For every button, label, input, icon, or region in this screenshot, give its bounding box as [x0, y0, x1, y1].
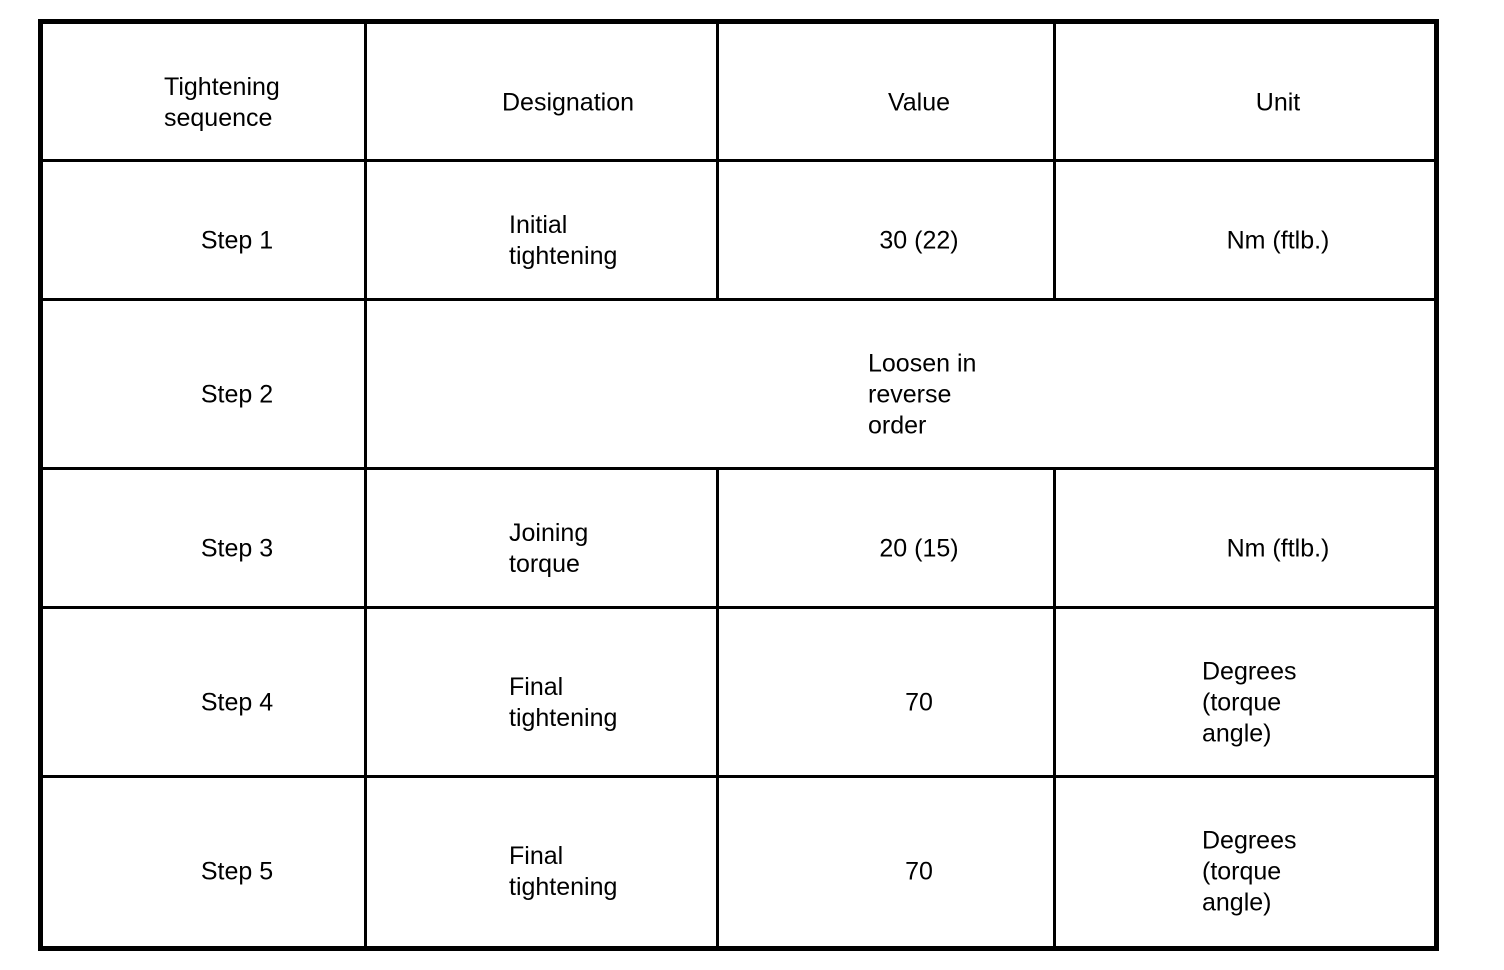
- header-unit: Unit: [1255, 88, 1301, 117]
- row1-step: Step 1: [200, 226, 274, 255]
- row5-designation: [509, 841, 617, 903]
- text-line: angle): [1202, 719, 1272, 748]
- text-line: tightening: [509, 704, 618, 732]
- text-line: sequence: [164, 104, 273, 132]
- header-tightening-sequence: [164, 72, 280, 134]
- text-line: order: [868, 411, 927, 440]
- row1-value: 30 (22): [879, 226, 959, 255]
- row-divider-4: [38, 606, 1439, 609]
- text-line: torque: [509, 550, 580, 578]
- row3-unit: Nm (ftlb.): [1226, 534, 1330, 563]
- row5-step: Step 5: [200, 857, 274, 886]
- row-divider-3: [38, 467, 1439, 470]
- row3-value: 20 (15): [879, 534, 959, 563]
- row4-value: 70: [905, 688, 933, 717]
- text-line: angle): [1202, 888, 1272, 917]
- text-line: Tightening: [164, 73, 280, 101]
- row-divider-2: [38, 298, 1439, 301]
- text-line: Initial: [509, 211, 568, 239]
- row3-designation: [509, 518, 588, 580]
- text-line: Final: [509, 673, 564, 701]
- text-line: Degrees: [1202, 657, 1297, 686]
- row5-unit: [1202, 826, 1297, 919]
- col-divider-3b: [1053, 468, 1056, 951]
- row4-unit: [1202, 657, 1297, 750]
- text-line: tightening: [509, 873, 618, 901]
- text-line: Joining: [509, 519, 589, 547]
- row1-designation: [509, 210, 617, 272]
- row4-step: Step 4: [200, 688, 274, 717]
- row2-step: Step 2: [200, 380, 274, 409]
- row1-unit: Nm (ftlb.): [1226, 226, 1330, 255]
- header-value: Value: [887, 88, 951, 117]
- header-designation: Designation: [501, 88, 635, 117]
- text-line: tightening: [509, 242, 618, 270]
- row-divider-1: [38, 159, 1439, 162]
- text-line: reverse: [868, 380, 952, 409]
- row2-merged-instruction: [868, 349, 976, 442]
- text-line: Final: [509, 842, 564, 870]
- text-line: (torque: [1202, 857, 1282, 886]
- text-line: (torque: [1202, 688, 1282, 717]
- row-divider-5: [38, 775, 1439, 778]
- text-line: Degrees: [1202, 826, 1297, 855]
- row5-value: 70: [905, 857, 933, 886]
- text-line: Loosen in: [868, 349, 977, 378]
- row3-step: Step 3: [200, 534, 274, 563]
- col-divider-2b: [716, 468, 719, 951]
- row4-designation: [509, 672, 617, 734]
